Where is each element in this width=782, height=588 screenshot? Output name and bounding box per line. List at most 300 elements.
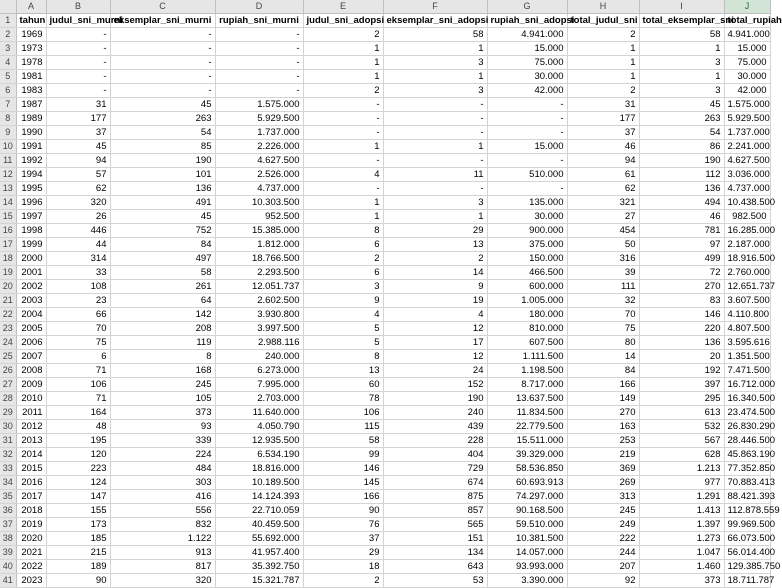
cell-total-judul-sni[interactable]: 2 [567,84,639,98]
cell-eksemplar-sni-murni[interactable]: 101 [110,168,215,182]
row-number[interactable]: 25 [0,350,16,364]
cell-eksemplar-sni-murni[interactable]: 752 [110,224,215,238]
cell-eksemplar-sni-murni[interactable]: 817 [110,560,215,574]
cell-judul-sni-murni[interactable]: 44 [46,238,110,252]
row-number[interactable]: 21 [0,294,16,308]
cell-judul-sni-adopsi[interactable]: - [303,112,383,126]
cell-total-eksemplar-sni[interactable]: 494 [639,196,724,210]
cell-judul-sni-adopsi[interactable]: 4 [303,168,383,182]
cell-total-rupiah[interactable]: 7.471.500 [724,364,770,378]
cell-total-judul-sni[interactable]: 316 [567,252,639,266]
cell-eksemplar-sni-adopsi[interactable]: - [383,98,487,112]
cell-rupiah-sni-adopsi[interactable]: 900.000 [487,224,567,238]
cell-eksemplar-sni-adopsi[interactable]: 565 [383,518,487,532]
cell-total-rupiah[interactable]: 42.000 [724,84,770,98]
header-cell-tahun[interactable]: tahun [16,14,46,28]
cell-eksemplar-sni-adopsi[interactable]: 1 [383,42,487,56]
cell-total-eksemplar-sni[interactable]: 628 [639,448,724,462]
cell-eksemplar-sni-murni[interactable]: 303 [110,476,215,490]
cell-rupiah-sni-adopsi[interactable]: 15.000 [487,42,567,56]
cell-rupiah-sni-murni[interactable]: - [215,56,303,70]
cell-total-rupiah[interactable]: 56.014.400 [724,546,770,560]
cell-total-judul-sni[interactable]: 1 [567,70,639,84]
cell-rupiah-sni-adopsi[interactable]: 90.168.500 [487,504,567,518]
cell-rupiah-sni-adopsi[interactable]: 1.005.000 [487,294,567,308]
cell-eksemplar-sni-murni[interactable]: 556 [110,504,215,518]
cell-judul-sni-murni[interactable]: 6 [46,350,110,364]
cell-total-rupiah[interactable]: 23.474.500 [724,406,770,420]
cell-judul-sni-murni[interactable]: 33 [46,266,110,280]
cell-tahun[interactable]: 2015 [16,462,46,476]
cell-rupiah-sni-murni[interactable]: 2.293.500 [215,266,303,280]
cell-total-rupiah[interactable]: 1.575.000 [724,98,770,112]
column-header-h[interactable]: H [567,0,639,14]
cell-rupiah-sni-adopsi[interactable]: 59.510.000 [487,518,567,532]
cell-rupiah-sni-adopsi[interactable]: 14.057.000 [487,546,567,560]
column-header-j[interactable]: J [724,0,770,14]
cell-rupiah-sni-murni[interactable]: 15.385.000 [215,224,303,238]
column-header-e[interactable]: E [303,0,383,14]
cell-eksemplar-sni-murni[interactable]: 245 [110,378,215,392]
cell-judul-sni-murni[interactable]: 48 [46,420,110,434]
column-header-g[interactable]: G [487,0,567,14]
cell-judul-sni-adopsi[interactable]: 2 [303,574,383,588]
cell-judul-sni-adopsi[interactable]: 1 [303,196,383,210]
cell-total-eksemplar-sni[interactable]: 270 [639,280,724,294]
cell-rupiah-sni-adopsi[interactable]: 1.111.500 [487,350,567,364]
cell-eksemplar-sni-murni[interactable]: 339 [110,434,215,448]
cell-rupiah-sni-murni[interactable]: 12.051.737 [215,280,303,294]
cell-total-rupiah[interactable]: 28.446.500 [724,434,770,448]
cell-rupiah-sni-murni[interactable]: 35.392.750 [215,560,303,574]
cell-total-rupiah[interactable]: 4.941.000 [724,28,770,42]
cell-total-judul-sni[interactable]: 32 [567,294,639,308]
header-cell-rupiah-sni-murni[interactable]: rupiah_sni_murni [215,14,303,28]
cell-rupiah-sni-adopsi[interactable]: 375.000 [487,238,567,252]
cell-judul-sni-adopsi[interactable]: 1 [303,210,383,224]
cell-judul-sni-murni[interactable]: 195 [46,434,110,448]
cell-total-eksemplar-sni[interactable]: 977 [639,476,724,490]
cell-rupiah-sni-adopsi[interactable]: - [487,112,567,126]
cell-rupiah-sni-murni[interactable]: 3.930.800 [215,308,303,322]
cell-tahun[interactable]: 2013 [16,434,46,448]
cell-total-rupiah[interactable]: 2.241.000 [724,140,770,154]
cell-tahun[interactable]: 2002 [16,280,46,294]
cell-eksemplar-sni-murni[interactable]: 416 [110,490,215,504]
cell-total-eksemplar-sni[interactable]: 532 [639,420,724,434]
cell-rupiah-sni-adopsi[interactable]: - [487,182,567,196]
row-number[interactable]: 30 [0,420,16,434]
cell-rupiah-sni-adopsi[interactable]: 39.329.000 [487,448,567,462]
cell-total-judul-sni[interactable]: 50 [567,238,639,252]
cell-eksemplar-sni-adopsi[interactable]: 4 [383,308,487,322]
header-cell-eksemplar-sni-adopsi[interactable]: eksemplar_sni_adopsi [383,14,487,28]
row-number[interactable]: 22 [0,308,16,322]
cell-rupiah-sni-adopsi[interactable]: 13.637.500 [487,392,567,406]
cell-eksemplar-sni-murni[interactable]: 263 [110,112,215,126]
cell-judul-sni-murni[interactable]: 75 [46,336,110,350]
cell-rupiah-sni-murni[interactable]: 2.988.116 [215,336,303,350]
cell-eksemplar-sni-murni[interactable]: 85 [110,140,215,154]
cell-rupiah-sni-murni[interactable]: - [215,70,303,84]
cell-rupiah-sni-adopsi[interactable]: 510.000 [487,168,567,182]
cell-total-judul-sni[interactable]: 27 [567,210,639,224]
cell-tahun[interactable]: 1987 [16,98,46,112]
cell-total-rupiah[interactable]: 3.036.000 [724,168,770,182]
cell-eksemplar-sni-murni[interactable]: 45 [110,210,215,224]
cell-eksemplar-sni-adopsi[interactable]: 857 [383,504,487,518]
cell-rupiah-sni-murni[interactable]: 2.526.000 [215,168,303,182]
cell-judul-sni-murni[interactable]: 314 [46,252,110,266]
cell-total-eksemplar-sni[interactable]: 3 [639,56,724,70]
cell-total-eksemplar-sni[interactable]: 136 [639,336,724,350]
cell-total-eksemplar-sni[interactable]: 45 [639,98,724,112]
row-number[interactable]: 32 [0,448,16,462]
column-header-a[interactable]: A [16,0,46,14]
cell-eksemplar-sni-murni[interactable]: 1.122 [110,532,215,546]
cell-total-judul-sni[interactable]: 94 [567,154,639,168]
cell-total-judul-sni[interactable]: 222 [567,532,639,546]
cell-eksemplar-sni-adopsi[interactable]: 11 [383,168,487,182]
column-header-b[interactable]: B [46,0,110,14]
cell-rupiah-sni-adopsi[interactable]: 4.941.000 [487,28,567,42]
cell-eksemplar-sni-murni[interactable]: 54 [110,126,215,140]
cell-total-judul-sni[interactable]: 31 [567,98,639,112]
cell-rupiah-sni-murni[interactable]: - [215,42,303,56]
cell-eksemplar-sni-murni[interactable]: 119 [110,336,215,350]
row-number[interactable]: 24 [0,336,16,350]
cell-eksemplar-sni-adopsi[interactable]: 228 [383,434,487,448]
row-number[interactable]: 33 [0,462,16,476]
cell-total-eksemplar-sni[interactable]: 220 [639,322,724,336]
row-number[interactable]: 11 [0,154,16,168]
cell-tahun[interactable]: 2008 [16,364,46,378]
cell-total-eksemplar-sni[interactable]: 97 [639,238,724,252]
cell-judul-sni-adopsi[interactable]: 5 [303,336,383,350]
cell-rupiah-sni-murni[interactable]: 4.627.500 [215,154,303,168]
cell-eksemplar-sni-murni[interactable]: 142 [110,308,215,322]
column-header-c[interactable]: C [110,0,215,14]
cell-total-judul-sni[interactable]: 39 [567,266,639,280]
cell-judul-sni-adopsi[interactable]: 1 [303,140,383,154]
row-number[interactable]: 38 [0,532,16,546]
cell-rupiah-sni-adopsi[interactable]: 30.000 [487,70,567,84]
cell-tahun[interactable]: 2018 [16,504,46,518]
cell-rupiah-sni-adopsi[interactable]: 135.000 [487,196,567,210]
cell-tahun[interactable]: 2009 [16,378,46,392]
cell-judul-sni-murni[interactable]: 71 [46,364,110,378]
row-number[interactable]: 28 [0,392,16,406]
cell-total-eksemplar-sni[interactable]: 54 [639,126,724,140]
cell-judul-sni-murni[interactable]: 45 [46,140,110,154]
cell-judul-sni-adopsi[interactable]: 9 [303,294,383,308]
cell-total-eksemplar-sni[interactable]: 146 [639,308,724,322]
cell-total-rupiah[interactable]: 66.073.500 [724,532,770,546]
cell-tahun[interactable]: 1992 [16,154,46,168]
cell-eksemplar-sni-adopsi[interactable]: 53 [383,574,487,588]
cell-rupiah-sni-adopsi[interactable]: 810.000 [487,322,567,336]
cell-tahun[interactable]: 1990 [16,126,46,140]
cell-total-eksemplar-sni[interactable]: 397 [639,378,724,392]
cell-total-eksemplar-sni[interactable]: 58 [639,28,724,42]
cell-total-eksemplar-sni[interactable]: 3 [639,84,724,98]
cell-eksemplar-sni-murni[interactable]: 45 [110,98,215,112]
cell-tahun[interactable]: 2016 [16,476,46,490]
row-number[interactable]: 18 [0,252,16,266]
cell-rupiah-sni-murni[interactable]: 1.737.000 [215,126,303,140]
cell-rupiah-sni-adopsi[interactable]: - [487,126,567,140]
cell-total-judul-sni[interactable]: 149 [567,392,639,406]
cell-eksemplar-sni-adopsi[interactable]: - [383,126,487,140]
row-number[interactable]: 12 [0,168,16,182]
cell-judul-sni-adopsi[interactable]: 4 [303,308,383,322]
cell-judul-sni-adopsi[interactable]: 1 [303,70,383,84]
cell-judul-sni-murni[interactable]: 124 [46,476,110,490]
cell-judul-sni-murni[interactable]: - [46,56,110,70]
cell-total-judul-sni[interactable]: 61 [567,168,639,182]
cell-eksemplar-sni-adopsi[interactable]: 29 [383,224,487,238]
row-number[interactable]: 5 [0,70,16,84]
cell-eksemplar-sni-adopsi[interactable]: 1 [383,210,487,224]
cell-judul-sni-adopsi[interactable]: 90 [303,504,383,518]
cell-eksemplar-sni-murni[interactable]: 208 [110,322,215,336]
cell-judul-sni-murni[interactable]: 57 [46,168,110,182]
cell-rupiah-sni-adopsi[interactable]: - [487,98,567,112]
cell-tahun[interactable]: 1997 [16,210,46,224]
cell-rupiah-sni-murni[interactable]: 952.500 [215,210,303,224]
cell-eksemplar-sni-murni[interactable]: - [110,84,215,98]
cell-total-rupiah[interactable]: 18.711.787 [724,574,770,588]
cell-eksemplar-sni-adopsi[interactable]: 151 [383,532,487,546]
cell-total-judul-sni[interactable]: 219 [567,448,639,462]
cell-total-judul-sni[interactable]: 166 [567,378,639,392]
cell-rupiah-sni-adopsi[interactable]: 466.500 [487,266,567,280]
cell-tahun[interactable]: 2014 [16,448,46,462]
cell-judul-sni-murni[interactable]: 106 [46,378,110,392]
row-number[interactable]: 37 [0,518,16,532]
cell-judul-sni-adopsi[interactable]: 2 [303,28,383,42]
row-number[interactable]: 17 [0,238,16,252]
cell-rupiah-sni-murni[interactable]: 2.602.500 [215,294,303,308]
cell-total-judul-sni[interactable]: 369 [567,462,639,476]
cell-total-judul-sni[interactable]: 177 [567,112,639,126]
cell-total-eksemplar-sni[interactable]: 1.213 [639,462,724,476]
cell-judul-sni-murni[interactable]: 71 [46,392,110,406]
cell-rupiah-sni-adopsi[interactable]: 58.536.850 [487,462,567,476]
cell-judul-sni-adopsi[interactable]: 76 [303,518,383,532]
cell-judul-sni-adopsi[interactable]: 18 [303,560,383,574]
cell-total-rupiah[interactable]: 5.929.500 [724,112,770,126]
cell-eksemplar-sni-murni[interactable]: 93 [110,420,215,434]
cell-judul-sni-adopsi[interactable]: 13 [303,364,383,378]
cell-total-eksemplar-sni[interactable]: 1.460 [639,560,724,574]
cell-rupiah-sni-adopsi[interactable]: 42.000 [487,84,567,98]
cell-tahun[interactable]: 1995 [16,182,46,196]
cell-total-rupiah[interactable]: 2.187.000 [724,238,770,252]
cell-judul-sni-adopsi[interactable]: 166 [303,490,383,504]
cell-eksemplar-sni-adopsi[interactable]: 24 [383,364,487,378]
cell-total-judul-sni[interactable]: 313 [567,490,639,504]
cell-total-judul-sni[interactable]: 207 [567,560,639,574]
cell-total-eksemplar-sni[interactable]: 192 [639,364,724,378]
cell-tahun[interactable]: 1978 [16,56,46,70]
cell-tahun[interactable]: 2001 [16,266,46,280]
cell-total-eksemplar-sni[interactable]: 46 [639,210,724,224]
cell-total-eksemplar-sni[interactable]: 112 [639,168,724,182]
cell-total-judul-sni[interactable]: 244 [567,546,639,560]
row-number[interactable]: 36 [0,504,16,518]
cell-eksemplar-sni-adopsi[interactable]: 12 [383,350,487,364]
cell-total-rupiah[interactable]: 15.000 [724,42,770,56]
cell-eksemplar-sni-adopsi[interactable]: 1 [383,140,487,154]
cell-rupiah-sni-murni[interactable]: 18.816.000 [215,462,303,476]
cell-rupiah-sni-murni[interactable]: 22.710.059 [215,504,303,518]
cell-tahun[interactable]: 2023 [16,574,46,588]
cell-rupiah-sni-murni[interactable]: 5.929.500 [215,112,303,126]
header-cell-eksemplar-sni-murni[interactable]: eksemplar_sni_murni [110,14,215,28]
cell-total-judul-sni[interactable]: 1 [567,42,639,56]
cell-eksemplar-sni-adopsi[interactable]: 240 [383,406,487,420]
cell-eksemplar-sni-murni[interactable]: - [110,42,215,56]
row-number[interactable]: 19 [0,266,16,280]
cell-rupiah-sni-murni[interactable]: 240.000 [215,350,303,364]
cell-rupiah-sni-adopsi[interactable]: 15.511.000 [487,434,567,448]
cell-judul-sni-murni[interactable]: 320 [46,196,110,210]
row-number[interactable]: 6 [0,84,16,98]
cell-rupiah-sni-murni[interactable]: - [215,28,303,42]
row-number[interactable]: 3 [0,42,16,56]
cell-total-rupiah[interactable]: 112.878.559 [724,504,770,518]
cell-judul-sni-adopsi[interactable]: 115 [303,420,383,434]
cell-total-rupiah[interactable]: 16.712.000 [724,378,770,392]
cell-judul-sni-murni[interactable]: 94 [46,154,110,168]
cell-judul-sni-murni[interactable]: 189 [46,560,110,574]
row-number[interactable]: 15 [0,210,16,224]
cell-total-judul-sni[interactable]: 75 [567,322,639,336]
cell-eksemplar-sni-adopsi[interactable]: 152 [383,378,487,392]
cell-total-rupiah[interactable]: 26.830.290 [724,420,770,434]
row-number[interactable]: 10 [0,140,16,154]
cell-judul-sni-adopsi[interactable]: 99 [303,448,383,462]
cell-rupiah-sni-adopsi[interactable]: 60.693.913 [487,476,567,490]
cell-judul-sni-murni[interactable]: 185 [46,532,110,546]
cell-eksemplar-sni-murni[interactable]: 84 [110,238,215,252]
cell-total-eksemplar-sni[interactable]: 1.397 [639,518,724,532]
cell-rupiah-sni-murni[interactable]: 41.957.400 [215,546,303,560]
cell-judul-sni-adopsi[interactable]: - [303,98,383,112]
cell-judul-sni-adopsi[interactable]: 29 [303,546,383,560]
cell-total-eksemplar-sni[interactable]: 1 [639,42,724,56]
cell-tahun[interactable]: 2021 [16,546,46,560]
row-number[interactable]: 26 [0,364,16,378]
cell-rupiah-sni-adopsi[interactable]: 11.834.500 [487,406,567,420]
cell-eksemplar-sni-murni[interactable]: 58 [110,266,215,280]
cell-total-eksemplar-sni[interactable]: 613 [639,406,724,420]
cell-total-eksemplar-sni[interactable]: 1.291 [639,490,724,504]
row-number[interactable]: 4 [0,56,16,70]
cell-tahun[interactable]: 2004 [16,308,46,322]
cell-rupiah-sni-murni[interactable]: 6.273.000 [215,364,303,378]
cell-total-eksemplar-sni[interactable]: 190 [639,154,724,168]
row-number[interactable]: 34 [0,476,16,490]
header-cell-total-eksemplar-sni[interactable]: total_eksemplar_sni [639,14,724,28]
cell-judul-sni-murni[interactable]: 446 [46,224,110,238]
header-cell-rupiah-sni-adopsi[interactable]: rupiah_sni_adopsi [487,14,567,28]
header-cell-judul-sni-murni[interactable]: judul_sni_murni [46,14,110,28]
cell-eksemplar-sni-adopsi[interactable]: 3 [383,196,487,210]
cell-judul-sni-adopsi[interactable]: 1 [303,56,383,70]
cell-rupiah-sni-murni[interactable]: 1.575.000 [215,98,303,112]
cell-rupiah-sni-murni[interactable]: 10.189.500 [215,476,303,490]
cell-eksemplar-sni-adopsi[interactable]: - [383,182,487,196]
select-all-corner[interactable] [0,0,16,14]
cell-rupiah-sni-murni[interactable]: - [215,84,303,98]
cell-judul-sni-murni[interactable]: 108 [46,280,110,294]
cell-total-rupiah[interactable]: 16.285.000 [724,224,770,238]
cell-rupiah-sni-murni[interactable]: 11.640.000 [215,406,303,420]
row-number[interactable]: 27 [0,378,16,392]
cell-tahun[interactable]: 1973 [16,42,46,56]
cell-tahun[interactable]: 2010 [16,392,46,406]
cell-tahun[interactable]: 2022 [16,560,46,574]
cell-tahun[interactable]: 1969 [16,28,46,42]
cell-total-rupiah[interactable]: 3.607.500 [724,294,770,308]
cell-total-judul-sni[interactable]: 80 [567,336,639,350]
cell-judul-sni-adopsi[interactable]: 106 [303,406,383,420]
cell-total-eksemplar-sni[interactable]: 1.413 [639,504,724,518]
cell-tahun[interactable]: 2020 [16,532,46,546]
cell-total-judul-sni[interactable]: 253 [567,434,639,448]
cell-eksemplar-sni-adopsi[interactable]: 9 [383,280,487,294]
row-number[interactable]: 35 [0,490,16,504]
cell-eksemplar-sni-murni[interactable]: 491 [110,196,215,210]
cell-judul-sni-murni[interactable]: - [46,84,110,98]
cell-total-judul-sni[interactable]: 321 [567,196,639,210]
column-header-i[interactable]: I [639,0,724,14]
cell-eksemplar-sni-murni[interactable]: 261 [110,280,215,294]
cell-total-judul-sni[interactable]: 163 [567,420,639,434]
cell-total-rupiah[interactable]: 129.385.750 [724,560,770,574]
header-cell-total-rupiah[interactable]: total_rupiah [724,14,770,28]
cell-eksemplar-sni-adopsi[interactable]: 12 [383,322,487,336]
cell-eksemplar-sni-adopsi[interactable]: 643 [383,560,487,574]
row-number[interactable]: 2 [0,28,16,42]
cell-eksemplar-sni-adopsi[interactable]: 19 [383,294,487,308]
cell-total-judul-sni[interactable]: 270 [567,406,639,420]
cell-rupiah-sni-murni[interactable]: 12.935.500 [215,434,303,448]
cell-rupiah-sni-adopsi[interactable]: 180.000 [487,308,567,322]
cell-total-rupiah[interactable]: 75.000 [724,56,770,70]
cell-rupiah-sni-murni[interactable]: 18.766.500 [215,252,303,266]
cell-tahun[interactable]: 2011 [16,406,46,420]
row-number[interactable]: 13 [0,182,16,196]
row-number[interactable]: 29 [0,406,16,420]
cell-tahun[interactable]: 2000 [16,252,46,266]
row-number[interactable]: 23 [0,322,16,336]
cell-total-judul-sni[interactable]: 454 [567,224,639,238]
cell-total-rupiah[interactable]: 3.595.616 [724,336,770,350]
cell-total-judul-sni[interactable]: 70 [567,308,639,322]
row-number[interactable]: 39 [0,546,16,560]
header-cell-judul-sni-adopsi[interactable]: judul_sni_adopsi [303,14,383,28]
cell-judul-sni-murni[interactable]: 164 [46,406,110,420]
cell-eksemplar-sni-murni[interactable]: 497 [110,252,215,266]
cell-total-eksemplar-sni[interactable]: 373 [639,574,724,588]
cell-total-judul-sni[interactable]: 249 [567,518,639,532]
cell-total-rupiah[interactable]: 30.000 [724,70,770,84]
cell-rupiah-sni-murni[interactable]: 4.737.000 [215,182,303,196]
cell-eksemplar-sni-murni[interactable]: 224 [110,448,215,462]
